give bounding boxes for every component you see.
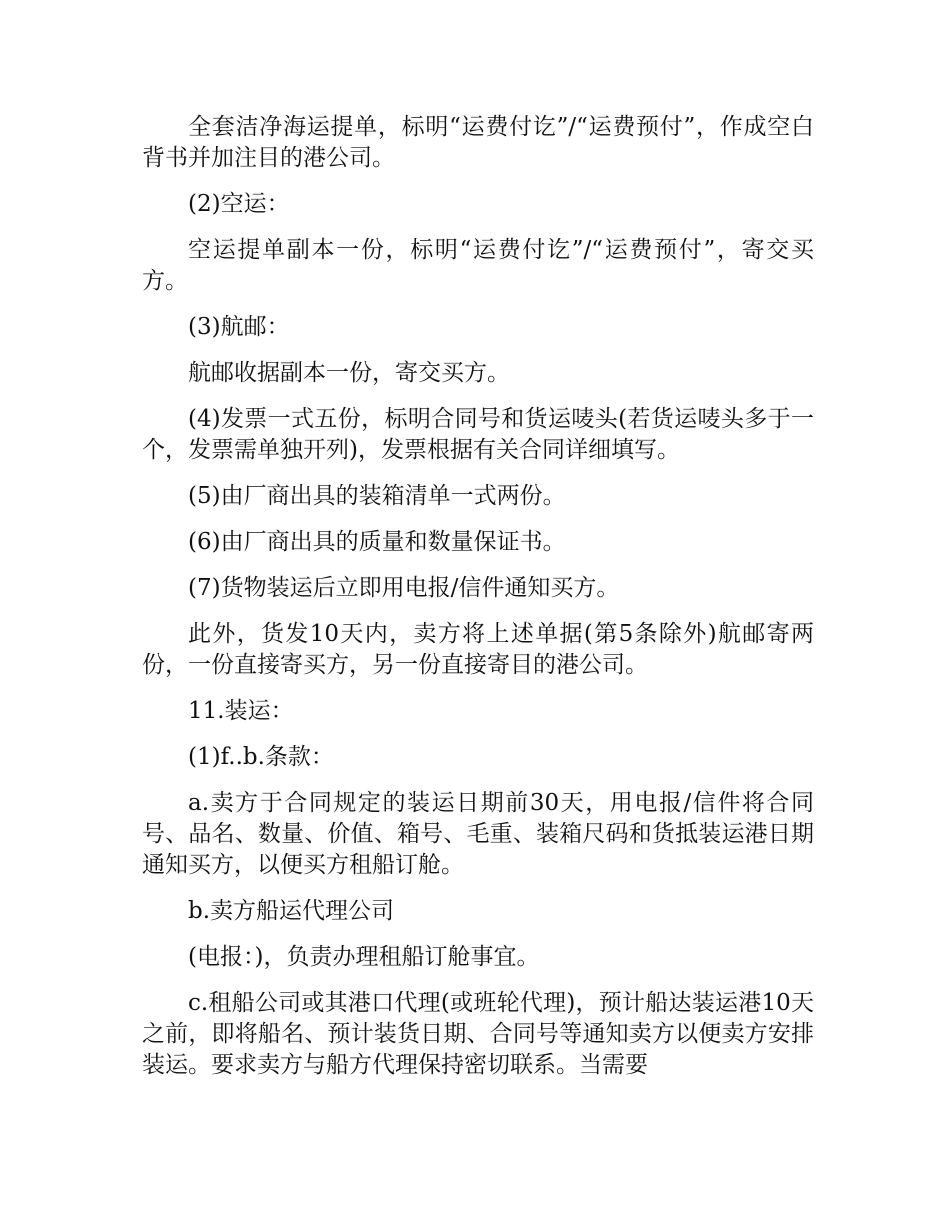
section-heading-shipment: 11.装运： — [188, 698, 294, 724]
paragraph-quality-certificate: (6)由厂商出具的质量和数量保证书。 — [188, 529, 566, 555]
paragraph-air-waybill: 空运提单副本一份，标明“运费付讫”/“运费预付”，寄交买方。 — [142, 237, 814, 294]
paragraph-bill-of-lading: 全套洁净海运提单，标明“运费付讫”/“运费预付”，作成空白背书并加注目的港公司。 — [142, 114, 814, 171]
document-page — [142, 112, 814, 1096]
paragraph-packing-list: (5)由厂商出具的装箱清单一式两份。 — [188, 483, 566, 509]
paragraph-fob-terms: (1)f..b.条款： — [188, 744, 334, 770]
paragraph-shipment-notice: (7)货物装运后立即用电报/信件通知买方。 — [188, 575, 620, 601]
paragraph-documents-airmail: 此外，货发10天内，卖方将上述单据(第5条除外)航邮寄两份，一份直接寄买方，另一份直接寄目的港公司。 — [142, 621, 814, 678]
paragraph-clause-a: a.卖方于合同规定的装运日期前30天，用电报/信件将合同号、品名、数量、价值、箱号、毛重、装箱尺码和货抵装运港日期通知买方，以便买方租船订舱。 — [142, 790, 814, 878]
paragraph-airmail-heading: (3)航邮： — [188, 314, 290, 340]
paragraph-clause-b: b.卖方船运代理公司 — [188, 898, 395, 924]
paragraph-airmail-receipt: 航邮收据副本一份，寄交买方。 — [188, 360, 510, 386]
paragraph-air-transport-heading: (2)空运： — [188, 191, 290, 217]
paragraph-clause-c: c.租船公司或其港口代理(或班轮代理)，预计船达装运港10天之前，即将船名、预计装货日期、合同号等通知卖方以便卖方安排装运。要求卖方与船方代理保持密切联系。当需要 — [142, 990, 814, 1078]
paragraph-telegram: (电报：)，负责办理租船订舱事宜。 — [188, 944, 540, 970]
paragraph-invoice: (4)发票一式五份，标明合同号和货运唛头(若货运唛头多于一个，发票需单独开列)，发票根据有关合同详细填写。 — [142, 406, 814, 463]
